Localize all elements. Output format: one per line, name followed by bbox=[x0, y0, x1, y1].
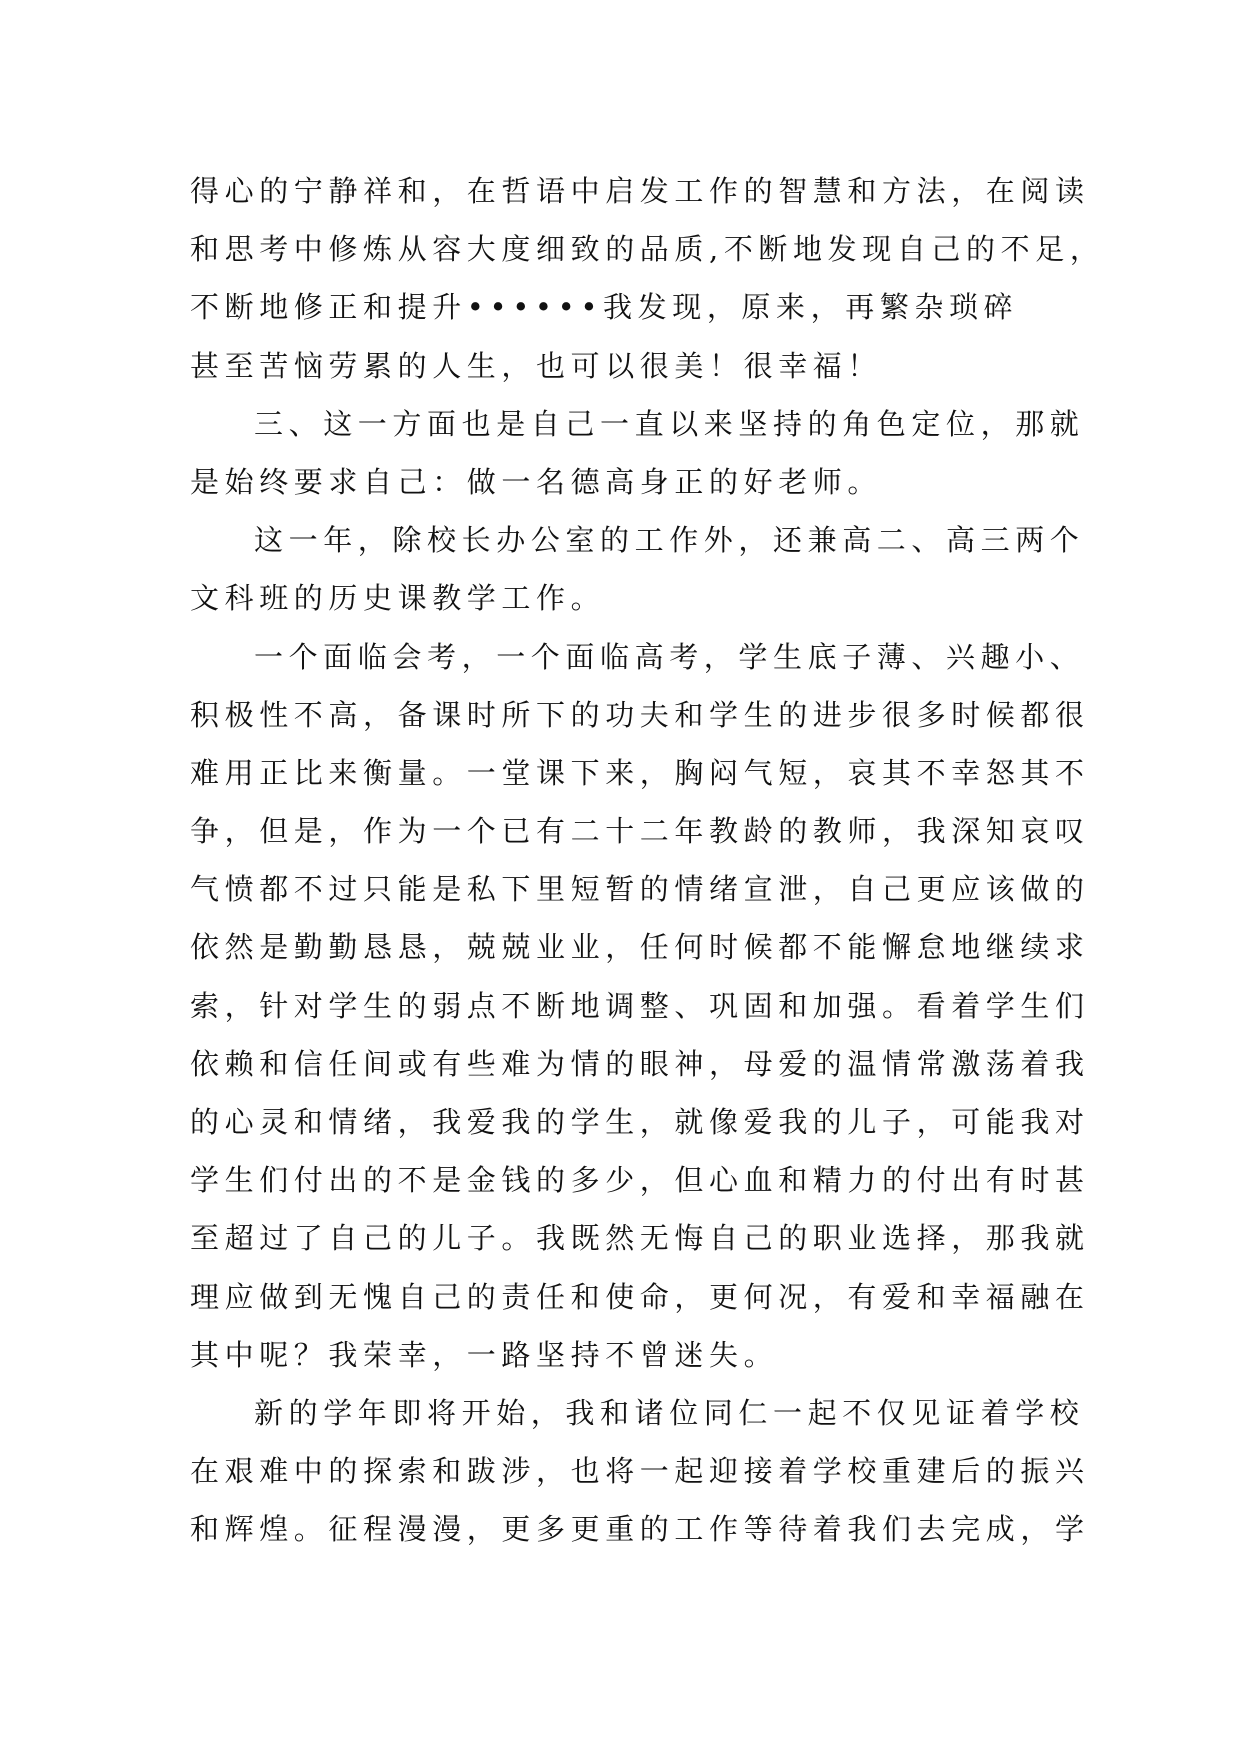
text-line-4: 甚至苦恼劳累的人生，也可以很美！很幸福！ bbox=[190, 348, 883, 383]
text-line-9: 一个面临会考，一个面临高考，学生底子薄、兴趣小、 bbox=[254, 639, 1085, 674]
text-line-12: 争，但是，作为一个已有二十二年教龄的教师，我深知哀叹 bbox=[190, 814, 1090, 849]
document-body bbox=[190, 162, 1105, 1559]
text-line-24: 和辉煌。征程漫漫，更多更重的工作等待着我们去完成，学 bbox=[190, 1512, 1090, 1547]
text-line-22: 新的学年即将开始，我和诸位同仁一起不仅见证着学校 bbox=[254, 1395, 1085, 1430]
text-line-10: 积极性不高，备课时所下的功夫和学生的进步很多时候都很 bbox=[190, 697, 1090, 732]
text-line-7: 这一年，除校长办公室的工作外，还兼高二、高三两个 bbox=[254, 523, 1085, 558]
text-line-13: 气愤都不过只能是私下里短暂的情绪宣泄，自己更应该做的 bbox=[190, 872, 1090, 907]
text-line-21: 其中呢？我荣幸，一路坚持不曾迷失。 bbox=[190, 1337, 779, 1372]
text-line-19: 至超过了自己的儿子。我既然无悔自己的职业选择，那我就 bbox=[190, 1221, 1090, 1256]
text-line-18: 学生们付出的不是金钱的多少，但心血和精力的付出有时甚 bbox=[190, 1163, 1090, 1198]
text-line-15: 索，针对学生的弱点不断地调整、巩固和加强。看着学生们 bbox=[190, 988, 1090, 1023]
text-line-2: 和思考中修炼从容大度细致的品质,不断地发现自己的不足， bbox=[190, 232, 1105, 267]
text-line-11: 难用正比来衡量。一堂课下来，胸闷气短，哀其不幸怒其不 bbox=[190, 755, 1090, 790]
text-line-17: 的心灵和情绪，我爱我的学生，就像爱我的儿子，可能我对 bbox=[190, 1105, 1090, 1139]
text-line-1: 得心的宁静祥和，在哲语中启发工作的智慧和方法，在阅读 bbox=[190, 174, 1090, 208]
text-line-6: 是始终要求自己：做一名德高身正的好老师。 bbox=[190, 464, 883, 499]
text-line-20: 理应做到无愧自己的责任和使命，更何况，有爱和幸福融在 bbox=[190, 1279, 1090, 1314]
text-line-8: 文科班的历史课教学工作。 bbox=[190, 581, 606, 616]
text-line-14: 依然是勤勤恳恳，兢兢业业，任何时候都不能懈怠地继续求 bbox=[190, 930, 1090, 965]
text-line-5: 三、这一方面也是自己一直以来坚持的角色定位，那就 bbox=[254, 406, 1085, 441]
text-line-3: 不断地修正和提升••••••我发现，原来，再繁杂琐碎 bbox=[190, 290, 1019, 325]
text-line-23: 在艰难中的探索和跋涉，也将一起迎接着学校重建后的振兴 bbox=[190, 1454, 1090, 1489]
text-line-16: 依赖和信任间或有些难为情的眼神，母爱的温情常激荡着我 bbox=[190, 1046, 1090, 1081]
